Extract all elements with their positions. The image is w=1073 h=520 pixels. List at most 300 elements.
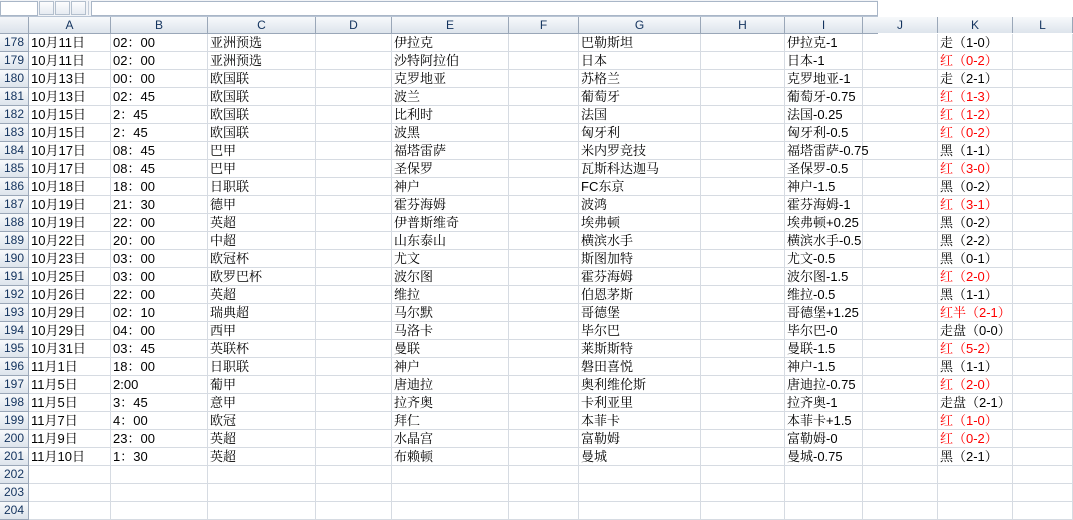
cell-K187[interactable]: 红（3-1） <box>938 196 1013 214</box>
column-header-d[interactable]: D <box>316 17 392 33</box>
cell-F197[interactable] <box>509 376 579 394</box>
cell-E188[interactable]: 伊普斯维奇 <box>392 214 509 232</box>
cell-H195[interactable] <box>701 340 785 358</box>
cell-F199[interactable] <box>509 412 579 430</box>
table-row[interactable] <box>0 448 998 466</box>
row-header[interactable]: 181 <box>0 88 29 106</box>
cell-E189[interactable]: 山东泰山 <box>392 232 509 250</box>
table-row[interactable] <box>0 214 998 232</box>
cell-C180[interactable]: 欧国联 <box>208 70 316 88</box>
row-header[interactable]: 197 <box>0 376 29 394</box>
cell-F192[interactable] <box>509 286 579 304</box>
cell-C196[interactable]: 日职联 <box>208 358 316 376</box>
cell-A191[interactable]: 10月25日 <box>29 268 111 286</box>
cell-F180[interactable] <box>509 70 579 88</box>
cell-I195[interactable]: 曼联-1.5 <box>785 340 863 358</box>
cell-L185[interactable] <box>1013 160 1073 178</box>
cell-J202[interactable] <box>863 466 938 484</box>
row-header[interactable]: 203 <box>0 484 29 502</box>
cell-D197[interactable] <box>316 376 392 394</box>
column-header-j[interactable]: J <box>863 17 938 33</box>
cell-K194[interactable]: 走盘（0-0） <box>938 322 1013 340</box>
cell-F191[interactable] <box>509 268 579 286</box>
cell-C194[interactable]: 西甲 <box>208 322 316 340</box>
cell-H180[interactable] <box>701 70 785 88</box>
cell-I196[interactable]: 神户-1.5 <box>785 358 863 376</box>
cell-L188[interactable] <box>1013 214 1073 232</box>
cell-E190[interactable]: 尤文 <box>392 250 509 268</box>
cell-D196[interactable] <box>316 358 392 376</box>
cell-I178[interactable]: 伊拉克-1 <box>785 34 863 52</box>
cell-E179[interactable]: 沙特阿拉伯 <box>392 52 509 70</box>
cell-I193[interactable]: 哥德堡+1.25 <box>785 304 863 322</box>
cell-G191[interactable]: 霍芬海姆 <box>579 268 701 286</box>
cell-C200[interactable]: 英超 <box>208 430 316 448</box>
cell-E202[interactable] <box>392 466 509 484</box>
cell-I197[interactable]: 唐迪拉-0.75 <box>785 376 863 394</box>
cell-A195[interactable]: 10月31日 <box>29 340 111 358</box>
cell-H201[interactable] <box>701 448 785 466</box>
cell-D193[interactable] <box>316 304 392 322</box>
cell-C189[interactable]: 中超 <box>208 232 316 250</box>
cell-D190[interactable] <box>316 250 392 268</box>
table-row[interactable] <box>0 286 998 304</box>
cell-K192[interactable]: 黑（1-1） <box>938 286 1013 304</box>
row-header[interactable]: 186 <box>0 178 29 196</box>
cell-A194[interactable]: 10月29日 <box>29 322 111 340</box>
cell-C190[interactable]: 欧冠杯 <box>208 250 316 268</box>
table-row[interactable] <box>0 142 998 160</box>
cell-J197[interactable] <box>863 376 938 394</box>
cell-B189[interactable]: 20：00 <box>111 232 208 250</box>
column-header-b[interactable]: B <box>111 17 208 33</box>
row-header[interactable]: 200 <box>0 430 29 448</box>
cell-J185[interactable] <box>863 160 938 178</box>
cell-L198[interactable] <box>1013 394 1073 412</box>
cell-F200[interactable] <box>509 430 579 448</box>
cell-J190[interactable] <box>863 250 938 268</box>
table-row[interactable] <box>0 304 1011 322</box>
cell-A190[interactable]: 10月23日 <box>29 250 111 268</box>
row-header[interactable]: 182 <box>0 106 29 124</box>
cell-J203[interactable] <box>863 484 938 502</box>
cell-G202[interactable] <box>579 466 701 484</box>
cell-F194[interactable] <box>509 322 579 340</box>
cell-H199[interactable] <box>701 412 785 430</box>
cell-L183[interactable] <box>1013 124 1073 142</box>
cell-G183[interactable]: 匈牙利 <box>579 124 701 142</box>
row-header[interactable]: 189 <box>0 232 29 250</box>
cell-K197[interactable]: 红（2-0） <box>938 376 1013 394</box>
cell-B179[interactable]: 02：00 <box>111 52 208 70</box>
cell-D188[interactable] <box>316 214 392 232</box>
cell-F182[interactable] <box>509 106 579 124</box>
table-row[interactable] <box>0 52 998 70</box>
cell-J178[interactable] <box>863 34 938 52</box>
cell-E181[interactable]: 波兰 <box>392 88 509 106</box>
cell-E185[interactable]: 圣保罗 <box>392 160 509 178</box>
cell-K200[interactable]: 红（0-2） <box>938 430 1013 448</box>
cell-E204[interactable] <box>392 502 509 520</box>
cell-C202[interactable] <box>208 466 316 484</box>
cell-J182[interactable] <box>863 106 938 124</box>
cell-A185[interactable]: 10月17日 <box>29 160 111 178</box>
cell-F190[interactable] <box>509 250 579 268</box>
cell-E193[interactable]: 马尔默 <box>392 304 509 322</box>
cell-J180[interactable] <box>863 70 938 88</box>
cell-J193[interactable] <box>863 304 938 322</box>
cell-K201[interactable]: 黑（2-1） <box>938 448 1013 466</box>
cell-B199[interactable]: 4：00 <box>111 412 208 430</box>
cell-E196[interactable]: 神户 <box>392 358 509 376</box>
cell-I187[interactable]: 霍芬海姆-1 <box>785 196 863 214</box>
cell-I186[interactable]: 神户-1.5 <box>785 178 863 196</box>
column-header-e[interactable]: E <box>392 17 509 33</box>
cell-I201[interactable]: 曼城-0.75 <box>785 448 863 466</box>
cell-C188[interactable]: 英超 <box>208 214 316 232</box>
cell-D189[interactable] <box>316 232 392 250</box>
cell-D187[interactable] <box>316 196 392 214</box>
cell-K203[interactable] <box>938 484 1013 502</box>
cell-L197[interactable] <box>1013 376 1073 394</box>
cell-D186[interactable] <box>316 178 392 196</box>
row-header[interactable]: 196 <box>0 358 29 376</box>
cell-H203[interactable] <box>701 484 785 502</box>
cell-F193[interactable] <box>509 304 579 322</box>
cell-K198[interactable]: 走盘（2-1） <box>938 394 1013 412</box>
cell-H192[interactable] <box>701 286 785 304</box>
cell-L195[interactable] <box>1013 340 1073 358</box>
cell-C187[interactable]: 德甲 <box>208 196 316 214</box>
cell-E192[interactable]: 维拉 <box>392 286 509 304</box>
row-header[interactable]: 188 <box>0 214 29 232</box>
cell-K199[interactable]: 红（1-0） <box>938 412 1013 430</box>
cell-I182[interactable]: 法国-0.25 <box>785 106 863 124</box>
cell-G201[interactable]: 曼城 <box>579 448 701 466</box>
cell-K196[interactable]: 黑（1-1） <box>938 358 1013 376</box>
cell-G180[interactable]: 苏格兰 <box>579 70 701 88</box>
cell-A200[interactable]: 11月9日 <box>29 430 111 448</box>
cell-A198[interactable]: 11月5日 <box>29 394 111 412</box>
cell-H202[interactable] <box>701 466 785 484</box>
row-header[interactable]: 198 <box>0 394 29 412</box>
cell-G193[interactable]: 哥德堡 <box>579 304 701 322</box>
cell-A187[interactable]: 10月19日 <box>29 196 111 214</box>
cell-G200[interactable]: 富勒姆 <box>579 430 701 448</box>
cell-B195[interactable]: 03：45 <box>111 340 208 358</box>
cell-E180[interactable]: 克罗地亚 <box>392 70 509 88</box>
cell-K180[interactable]: 走（2-1） <box>938 70 1013 88</box>
cell-H193[interactable] <box>701 304 785 322</box>
table-row[interactable] <box>0 70 998 88</box>
check-icon[interactable] <box>55 1 70 15</box>
cell-G199[interactable]: 本菲卡 <box>579 412 701 430</box>
cell-K178[interactable]: 走（1-0） <box>938 34 1013 52</box>
cell-J183[interactable] <box>863 124 938 142</box>
table-row[interactable] <box>0 250 998 268</box>
cell-D192[interactable] <box>316 286 392 304</box>
cell-E199[interactable]: 拜仁 <box>392 412 509 430</box>
cell-D204[interactable] <box>316 502 392 520</box>
cell-A204[interactable] <box>29 502 111 520</box>
cell-D199[interactable] <box>316 412 392 430</box>
cell-C186[interactable]: 日职联 <box>208 178 316 196</box>
cell-G179[interactable]: 日本 <box>579 52 701 70</box>
cell-L203[interactable] <box>1013 484 1073 502</box>
cell-A183[interactable]: 10月15日 <box>29 124 111 142</box>
row-header[interactable]: 195 <box>0 340 29 358</box>
cell-J192[interactable] <box>863 286 938 304</box>
table-row[interactable] <box>0 232 998 250</box>
cell-H181[interactable] <box>701 88 785 106</box>
cell-D191[interactable] <box>316 268 392 286</box>
table-row[interactable] <box>0 466 878 484</box>
cell-J200[interactable] <box>863 430 938 448</box>
cell-A178[interactable]: 10月11日 <box>29 34 111 52</box>
cell-A188[interactable]: 10月19日 <box>29 214 111 232</box>
cell-I199[interactable]: 本菲卡+1.5 <box>785 412 863 430</box>
cell-G197[interactable]: 奥利维伦斯 <box>579 376 701 394</box>
cell-L181[interactable] <box>1013 88 1073 106</box>
cell-L192[interactable] <box>1013 286 1073 304</box>
cell-G184[interactable]: 米内罗竞技 <box>579 142 701 160</box>
cell-I180[interactable]: 克罗地亚-1 <box>785 70 863 88</box>
cell-H179[interactable] <box>701 52 785 70</box>
cell-I203[interactable] <box>785 484 863 502</box>
cell-D201[interactable] <box>316 448 392 466</box>
cell-C203[interactable] <box>208 484 316 502</box>
table-row[interactable] <box>0 88 998 106</box>
cell-G195[interactable]: 莱斯斯特 <box>579 340 701 358</box>
cell-C191[interactable]: 欧罗巴杯 <box>208 268 316 286</box>
cell-J187[interactable] <box>863 196 938 214</box>
cell-I183[interactable]: 匈牙利-0.5 <box>785 124 863 142</box>
cell-F185[interactable] <box>509 160 579 178</box>
cell-H204[interactable] <box>701 502 785 520</box>
cell-I190[interactable]: 尤文-0.5 <box>785 250 863 268</box>
cell-D183[interactable] <box>316 124 392 142</box>
cell-H183[interactable] <box>701 124 785 142</box>
cell-B196[interactable]: 18：00 <box>111 358 208 376</box>
cell-C198[interactable]: 意甲 <box>208 394 316 412</box>
cell-G189[interactable]: 横滨水手 <box>579 232 701 250</box>
cell-L201[interactable] <box>1013 448 1073 466</box>
cell-D178[interactable] <box>316 34 392 52</box>
cell-L191[interactable] <box>1013 268 1073 286</box>
cell-D180[interactable] <box>316 70 392 88</box>
cell-K183[interactable]: 红（0-2） <box>938 124 1013 142</box>
cell-C201[interactable]: 英超 <box>208 448 316 466</box>
column-header-c[interactable]: C <box>208 17 316 33</box>
cell-K188[interactable]: 黑（0-2） <box>938 214 1013 232</box>
cell-L194[interactable] <box>1013 322 1073 340</box>
row-header[interactable]: 204 <box>0 502 29 520</box>
cell-K185[interactable]: 红（3-0） <box>938 160 1013 178</box>
table-row[interactable] <box>0 430 998 448</box>
table-row[interactable] <box>0 358 998 376</box>
cell-J195[interactable] <box>863 340 938 358</box>
cell-K195[interactable]: 红（5-2） <box>938 340 1013 358</box>
table-row[interactable] <box>0 322 1011 340</box>
cell-C199[interactable]: 欧冠 <box>208 412 316 430</box>
row-header[interactable]: 190 <box>0 250 29 268</box>
cell-K204[interactable] <box>938 502 1013 520</box>
cell-A182[interactable]: 10月15日 <box>29 106 111 124</box>
column-header-i[interactable]: I <box>785 17 863 33</box>
cell-J198[interactable] <box>863 394 938 412</box>
cell-C181[interactable]: 欧国联 <box>208 88 316 106</box>
cell-J194[interactable] <box>863 322 938 340</box>
cell-A193[interactable]: 10月29日 <box>29 304 111 322</box>
cell-J184[interactable] <box>863 142 938 160</box>
cell-K190[interactable]: 黑（0-1） <box>938 250 1013 268</box>
column-header-h[interactable]: H <box>701 17 785 33</box>
cell-F201[interactable] <box>509 448 579 466</box>
row-header[interactable]: 184 <box>0 142 29 160</box>
cell-F178[interactable] <box>509 34 579 52</box>
cell-E191[interactable]: 波尔图 <box>392 268 509 286</box>
cell-H197[interactable] <box>701 376 785 394</box>
cell-D179[interactable] <box>316 52 392 70</box>
cell-B201[interactable]: 1：30 <box>111 448 208 466</box>
cell-C192[interactable]: 英超 <box>208 286 316 304</box>
row-header[interactable]: 178 <box>0 34 29 52</box>
cell-G188[interactable]: 埃弗顿 <box>579 214 701 232</box>
cell-J199[interactable] <box>863 412 938 430</box>
cell-D184[interactable] <box>316 142 392 160</box>
cell-K182[interactable]: 红（1-2） <box>938 106 1013 124</box>
cell-C197[interactable]: 葡甲 <box>208 376 316 394</box>
column-header-a[interactable]: A <box>29 17 111 33</box>
cell-J181[interactable] <box>863 88 938 106</box>
cell-H186[interactable] <box>701 178 785 196</box>
cell-B202[interactable] <box>111 466 208 484</box>
cell-F188[interactable] <box>509 214 579 232</box>
row-header[interactable]: 180 <box>0 70 29 88</box>
cell-K184[interactable]: 黑（1-1） <box>938 142 1013 160</box>
cell-D200[interactable] <box>316 430 392 448</box>
cell-L202[interactable] <box>1013 466 1073 484</box>
cell-I179[interactable]: 日本-1 <box>785 52 863 70</box>
cell-E195[interactable]: 曼联 <box>392 340 509 358</box>
cell-B185[interactable]: 08：45 <box>111 160 208 178</box>
cell-A199[interactable]: 11月7日 <box>29 412 111 430</box>
cell-A203[interactable] <box>29 484 111 502</box>
cell-I189[interactable]: 横滨水手-0.5 <box>787 233 862 248</box>
cell-K186[interactable]: 黑（0-2） <box>938 178 1013 196</box>
column-header-k[interactable]: K <box>938 17 1013 33</box>
cell-I198[interactable]: 拉齐奥-1 <box>785 394 863 412</box>
cell-G190[interactable]: 斯图加特 <box>579 250 701 268</box>
cell-D181[interactable] <box>316 88 392 106</box>
cell-F189[interactable] <box>509 232 579 250</box>
cell-L187[interactable] <box>1013 196 1073 214</box>
cell-F179[interactable] <box>509 52 579 70</box>
cell-D203[interactable] <box>316 484 392 502</box>
cell-H194[interactable] <box>701 322 785 340</box>
cell-G194[interactable]: 毕尔巴 <box>579 322 701 340</box>
cell-B203[interactable] <box>111 484 208 502</box>
cell-G178[interactable]: 巴勒斯坦 <box>579 34 701 52</box>
cell-A180[interactable]: 10月13日 <box>29 70 111 88</box>
cell-H190[interactable] <box>701 250 785 268</box>
cell-F198[interactable] <box>509 394 579 412</box>
cell-E198[interactable]: 拉齐奥 <box>392 394 509 412</box>
cell-K189[interactable]: 黑（2-2） <box>938 232 1013 250</box>
cell-B190[interactable]: 03：00 <box>111 250 208 268</box>
cell-I191[interactable]: 波尔图-1.5 <box>785 268 863 286</box>
table-row[interactable] <box>0 412 998 430</box>
cell-E183[interactable]: 波黑 <box>392 124 509 142</box>
cell-H178[interactable] <box>701 34 785 52</box>
cell-L186[interactable] <box>1013 178 1073 196</box>
cell-B191[interactable]: 03：00 <box>111 268 208 286</box>
cell-H187[interactable] <box>701 196 785 214</box>
column-header-l[interactable]: L <box>1013 17 1073 33</box>
cell-G196[interactable]: 磐田喜悦 <box>579 358 701 376</box>
cell-C195[interactable]: 英联杯 <box>208 340 316 358</box>
cell-D202[interactable] <box>316 466 392 484</box>
table-row[interactable] <box>0 268 998 286</box>
cell-L199[interactable] <box>1013 412 1073 430</box>
table-row[interactable] <box>0 340 998 358</box>
cell-L196[interactable] <box>1013 358 1073 376</box>
cell-K191[interactable]: 红（2-0） <box>938 268 1013 286</box>
cell-B183[interactable]: 2：45 <box>111 124 208 142</box>
cell-B184[interactable]: 08：45 <box>111 142 208 160</box>
cell-L182[interactable] <box>1013 106 1073 124</box>
row-header[interactable]: 187 <box>0 196 29 214</box>
cell-B194[interactable]: 04：00 <box>111 322 208 340</box>
cell-F202[interactable] <box>509 466 579 484</box>
cell-E194[interactable]: 马洛卡 <box>392 322 509 340</box>
cell-H191[interactable] <box>701 268 785 286</box>
cell-B181[interactable]: 02：45 <box>111 88 208 106</box>
cell-G203[interactable] <box>579 484 701 502</box>
cell-B180[interactable]: 00：00 <box>111 70 208 88</box>
table-row[interactable] <box>0 376 998 394</box>
cell-I204[interactable] <box>785 502 863 520</box>
cell-H200[interactable] <box>701 430 785 448</box>
row-header[interactable]: 183 <box>0 124 29 142</box>
table-row[interactable] <box>0 124 998 142</box>
cell-B187[interactable]: 21：30 <box>111 196 208 214</box>
cell-A192[interactable]: 10月26日 <box>29 286 111 304</box>
name-box[interactable] <box>0 1 38 16</box>
cell-K193[interactable]: 红半（2-1） <box>938 304 1013 322</box>
cell-H184[interactable] <box>701 142 785 160</box>
cell-E197[interactable]: 唐迪拉 <box>392 376 509 394</box>
table-row[interactable] <box>0 196 998 214</box>
cell-B192[interactable]: 22：00 <box>111 286 208 304</box>
cell-A201[interactable]: 11月10日 <box>29 448 111 466</box>
cell-B198[interactable]: 3：45 <box>111 394 208 412</box>
cell-E200[interactable]: 水晶宫 <box>392 430 509 448</box>
cell-C193[interactable]: 瑞典超 <box>208 304 316 322</box>
cell-A202[interactable] <box>29 466 111 484</box>
cell-C184[interactable]: 巴甲 <box>208 142 316 160</box>
cell-L193[interactable] <box>1013 304 1073 322</box>
cell-E187[interactable]: 霍芬海姆 <box>392 196 509 214</box>
cell-J191[interactable] <box>863 268 938 286</box>
cell-F196[interactable] <box>509 358 579 376</box>
cell-G198[interactable]: 卡利亚里 <box>579 394 701 412</box>
cell-F203[interactable] <box>509 484 579 502</box>
row-header[interactable]: 179 <box>0 52 29 70</box>
cell-D195[interactable] <box>316 340 392 358</box>
cell-H198[interactable] <box>701 394 785 412</box>
cell-B178[interactable]: 02：00 <box>111 34 208 52</box>
